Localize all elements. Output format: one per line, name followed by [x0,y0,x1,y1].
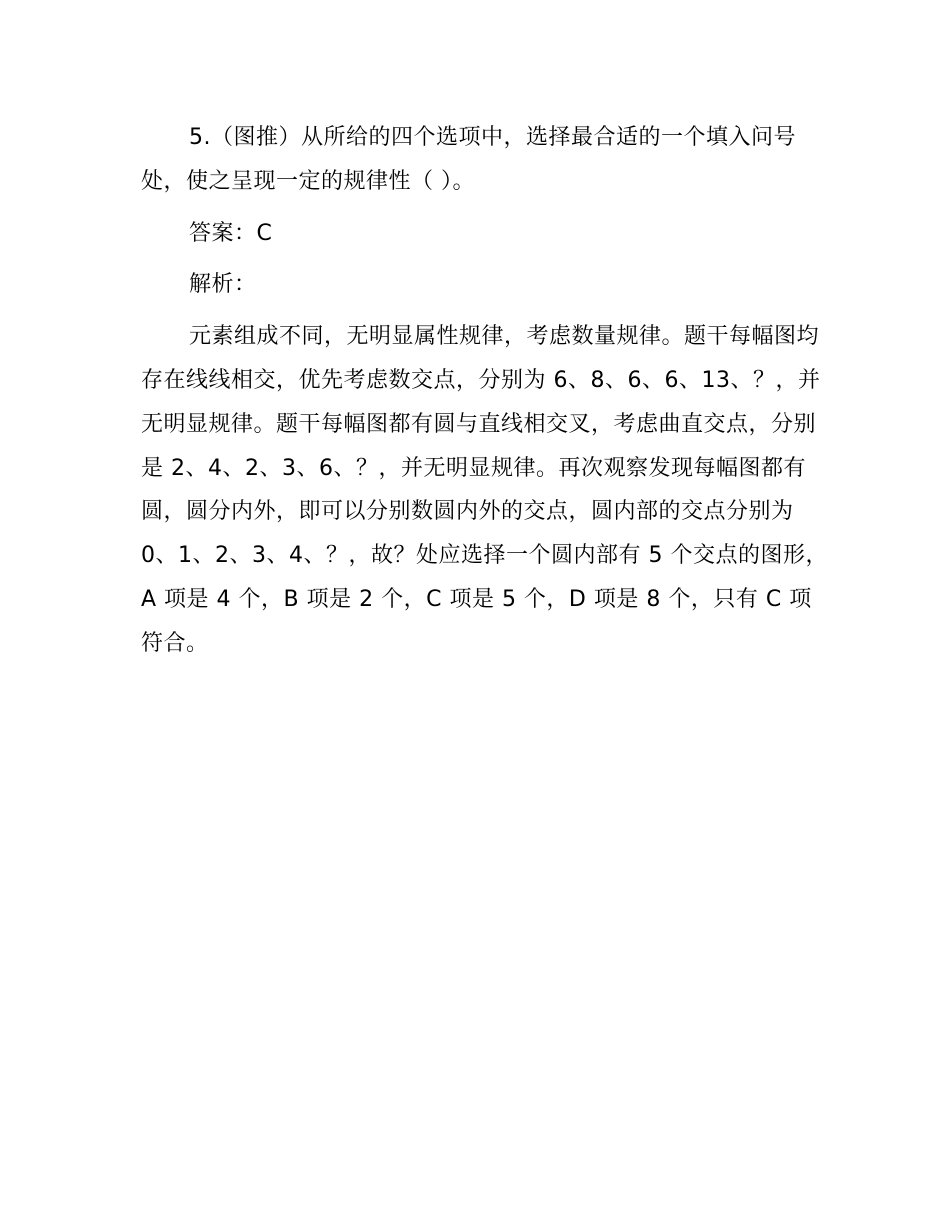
answer-text: 答案：C [189,220,273,246]
analysis-body: 元素组成不同，无明显属性规律，考虑数量规律。题干每幅图均存在线线相交，优先考虑数交点，分别为 6、8、6、6、13、？，并无明显规律。题干每幅图都有圆与直线相交叉，考虑曲直交点，分别是 2、4、2、3、6、？，并无明显规律。再次观察发现每幅图都有圆，圆分内外，即可以分别数圆内外的交点，圆内部的交点分别为 0、1、2、3、4、？，故？处应选择一个圆内部有 5 个交点的图形，A 项是 4 个，B 项是 2 个，C 项是 5 个，D 项是 8 个，只有 C 项符合。 [141,324,828,656]
question-text: 5.（图推）从所给的四个选项中，选择最合适的一个填入问号处，使之呈现一定的规律性（ ）。 [141,125,796,194]
document-content [141,116,831,666]
analysis-label: 解析： [189,272,257,298]
